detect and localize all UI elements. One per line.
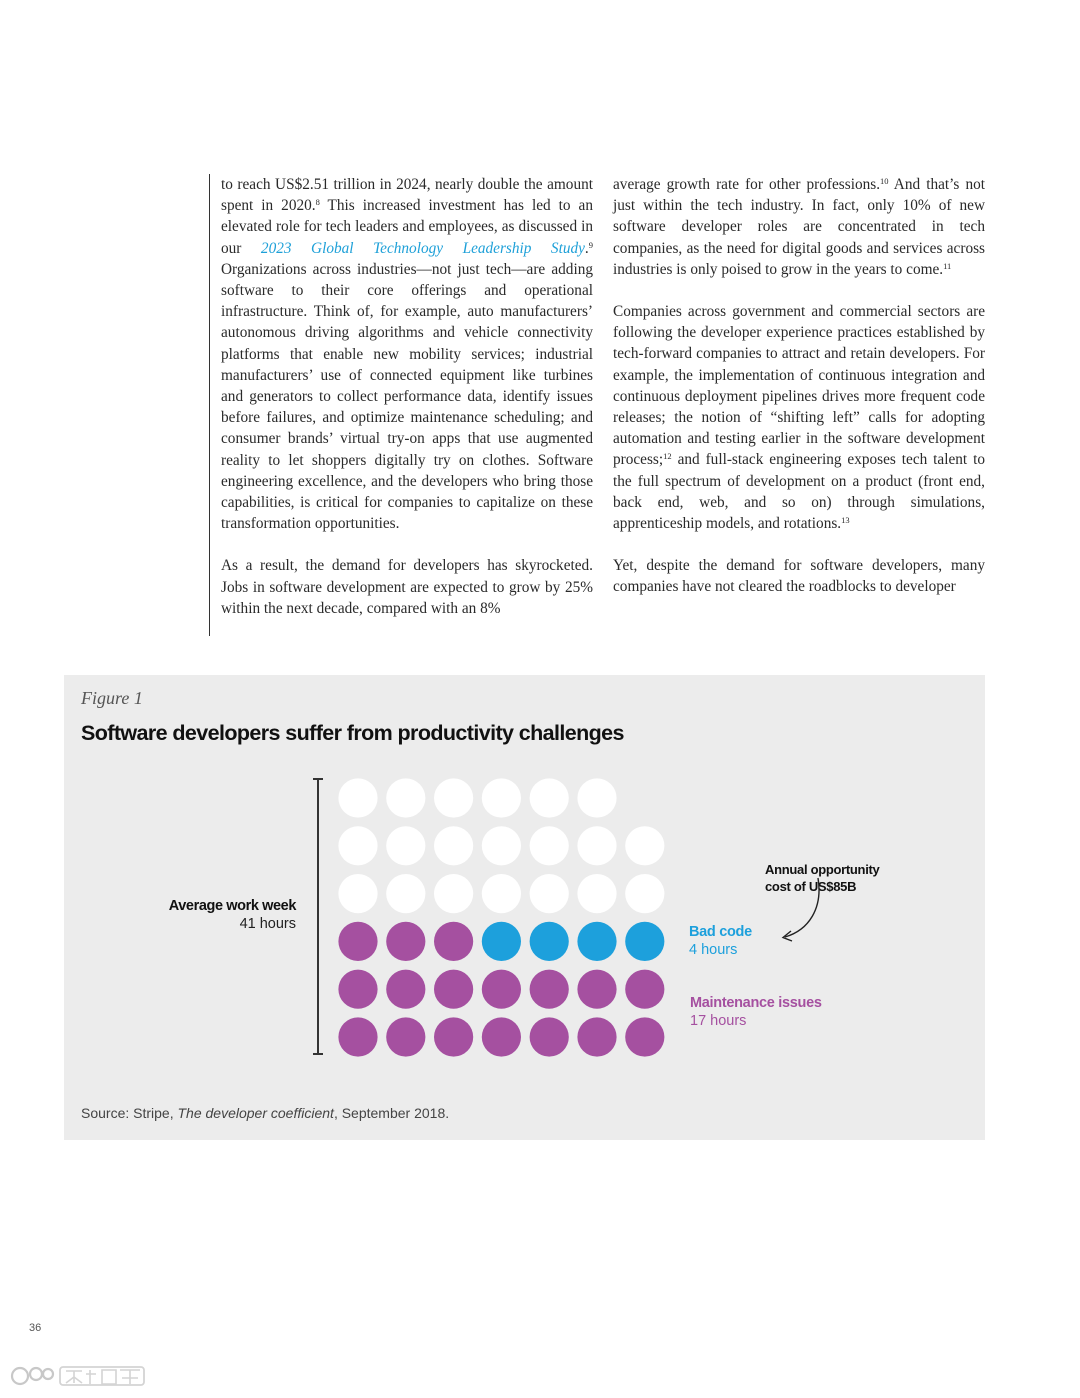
footnote-ref[interactable]: 10 (880, 176, 889, 186)
footnote-ref[interactable]: 12 (663, 451, 672, 462)
dot-maintenance-hour (386, 1017, 425, 1056)
paragraph (613, 301, 985, 534)
footnote-ref[interactable]: 11 (943, 260, 952, 271)
text-run: average growth rate for other professions. (613, 176, 881, 193)
bad-code-label: Bad code (689, 924, 752, 940)
watermark-logo (8, 1362, 148, 1390)
dot-maintenance-hour (530, 1017, 569, 1056)
text-run: and full-stack engineering exposes tech talent to the full spectrum of development on a product (front end, back end, web, and so on) through simulations, apprenticeship models, and rotations. (613, 451, 985, 533)
paragraph (613, 555, 985, 597)
dot-work-hour (625, 874, 664, 913)
paragraph (613, 174, 985, 280)
dot-work-hour (482, 874, 521, 913)
average-work-week-value: 41 hours (239, 916, 296, 932)
bad-code-value: 4 hours (689, 942, 738, 958)
dot-work-hour (386, 874, 425, 913)
footnote-ref[interactable]: 9 (588, 239, 593, 250)
dot-work-hour (434, 874, 473, 913)
text-run: . (584, 239, 589, 257)
dot-maintenance-hour (482, 970, 521, 1009)
article-column-right (613, 174, 985, 598)
opportunity-cost-label: Annual opportunity (765, 862, 880, 877)
text-run: This increased investment has led to an elevated role for tech leaders and employees, as discussed in our (221, 197, 593, 257)
text-run: And that’s not just within the tech industry. In fact, only 10% of new software developer roles are concentrated in tech companies, as the need for digital goods and services across industries is only poised to grow in the years to come. (613, 176, 985, 278)
dot-maintenance-hour (577, 1017, 616, 1056)
dot-work-hour (577, 778, 616, 817)
dot-work-hour (577, 874, 616, 913)
dot-maintenance-hour (625, 1017, 664, 1056)
dot-maintenance-hour (577, 970, 616, 1009)
figure-title: Software developers suffer from productivity challenges (81, 721, 624, 745)
axis-tick-bottom (313, 1053, 323, 1055)
dot-work-hour (434, 826, 473, 865)
text-run: to reach US$2.51 trillion in 2024, nearly double the amount spent in 2020. (221, 176, 593, 215)
dot-maintenance-hour (434, 922, 473, 961)
dot-work-hour (338, 778, 377, 817)
text-run: As a result, the demand for developers has skyrocketed. Jobs in software development are expected to grow by 25% within the next decade, compared with an 8% (221, 557, 593, 617)
column-rule (209, 174, 210, 636)
dot-bad-code-hour (577, 922, 616, 961)
dot-maintenance-hour (625, 970, 664, 1009)
dot-work-hour (386, 826, 425, 865)
page-number: 36 (29, 1322, 42, 1334)
dot-work-hour (530, 778, 569, 817)
dot-maintenance-hour (482, 1017, 521, 1056)
dot-bad-code-hour (625, 922, 664, 961)
article-column-left (221, 174, 593, 619)
figure-source (81, 1105, 449, 1121)
dot-bad-code-hour (530, 922, 569, 961)
dot-work-hour (530, 874, 569, 913)
dot-maintenance-hour (338, 1017, 377, 1056)
dot-maintenance-hour (338, 922, 377, 961)
dot-maintenance-hour (434, 970, 473, 1009)
dot-maintenance-hour (434, 1017, 473, 1056)
footnote-ref[interactable]: 8 (315, 197, 320, 208)
source-title: The developer coefficient (177, 1105, 334, 1121)
dot-maintenance-hour (338, 970, 377, 1009)
maintenance-issues-label: Maintenance issues (690, 995, 822, 1011)
dot-matrix-chart (330, 770, 680, 1070)
study-link[interactable]: 2023 Global Technology Leadership Study (260, 239, 585, 257)
dot-maintenance-hour (530, 970, 569, 1009)
dot-work-hour (386, 778, 425, 817)
dot-maintenance-hour (386, 922, 425, 961)
maintenance-issues-value: 17 hours (690, 1013, 747, 1029)
average-work-week-label: Average work week (168, 898, 296, 914)
source-suffix: , September 2018. (333, 1105, 450, 1121)
paragraph (221, 174, 593, 534)
dot-work-hour (434, 778, 473, 817)
dot-work-hour (577, 826, 616, 865)
dot-maintenance-hour (386, 970, 425, 1009)
dot-work-hour (482, 826, 521, 865)
dot-work-hour (338, 874, 377, 913)
footnote-ref[interactable]: 13 (841, 515, 850, 526)
text-run: Companies across government and commercial sectors are following the developer experience practices established by tech-forward companies to attract and retain developers. For example, the implementation of continuous integration and continuous deployment pipelines drives more frequent code releases; the notion of “shifting left” calls for adopting automation and testing earlier in the software development process; (613, 303, 985, 469)
dot-work-hour (338, 826, 377, 865)
text-run: Yet, despite the demand for software developers, many companies have not cleared the roadblocks to developer (613, 557, 985, 596)
text-run: Organizations across industries—not just tech—are adding software to their core offerings and operational infrastructure. Think of, for example, auto manufacturers’ autonomous driving algorithms and vehicle connectivity platforms that enable new mobility services; industrial manufacturers’ use of connected equipment like turbines and generators to collect performance data, identify issues before failures, and optimize maintenance scheduling; and consumer brands’ virtual try-on apps that use augmented reality to let shoppers digitally try on clothes. Software engineering excellence, and the developers who bring those capabilities, is critical for companies to capitalize on these transformation opportunities. (221, 260, 593, 533)
axis-tick-top (313, 778, 323, 780)
source-prefix: Source: Stripe, (81, 1105, 178, 1121)
dot-work-hour (625, 826, 664, 865)
dot-work-hour (530, 826, 569, 865)
paragraph (221, 555, 593, 619)
opportunity-cost-value: cost of US$85B (765, 879, 857, 894)
figure-label: Figure 1 (81, 688, 143, 708)
work-week-axis (317, 779, 319, 1055)
curved-arrow-icon (775, 874, 825, 944)
dot-bad-code-hour (482, 922, 521, 961)
dot-work-hour (482, 778, 521, 817)
